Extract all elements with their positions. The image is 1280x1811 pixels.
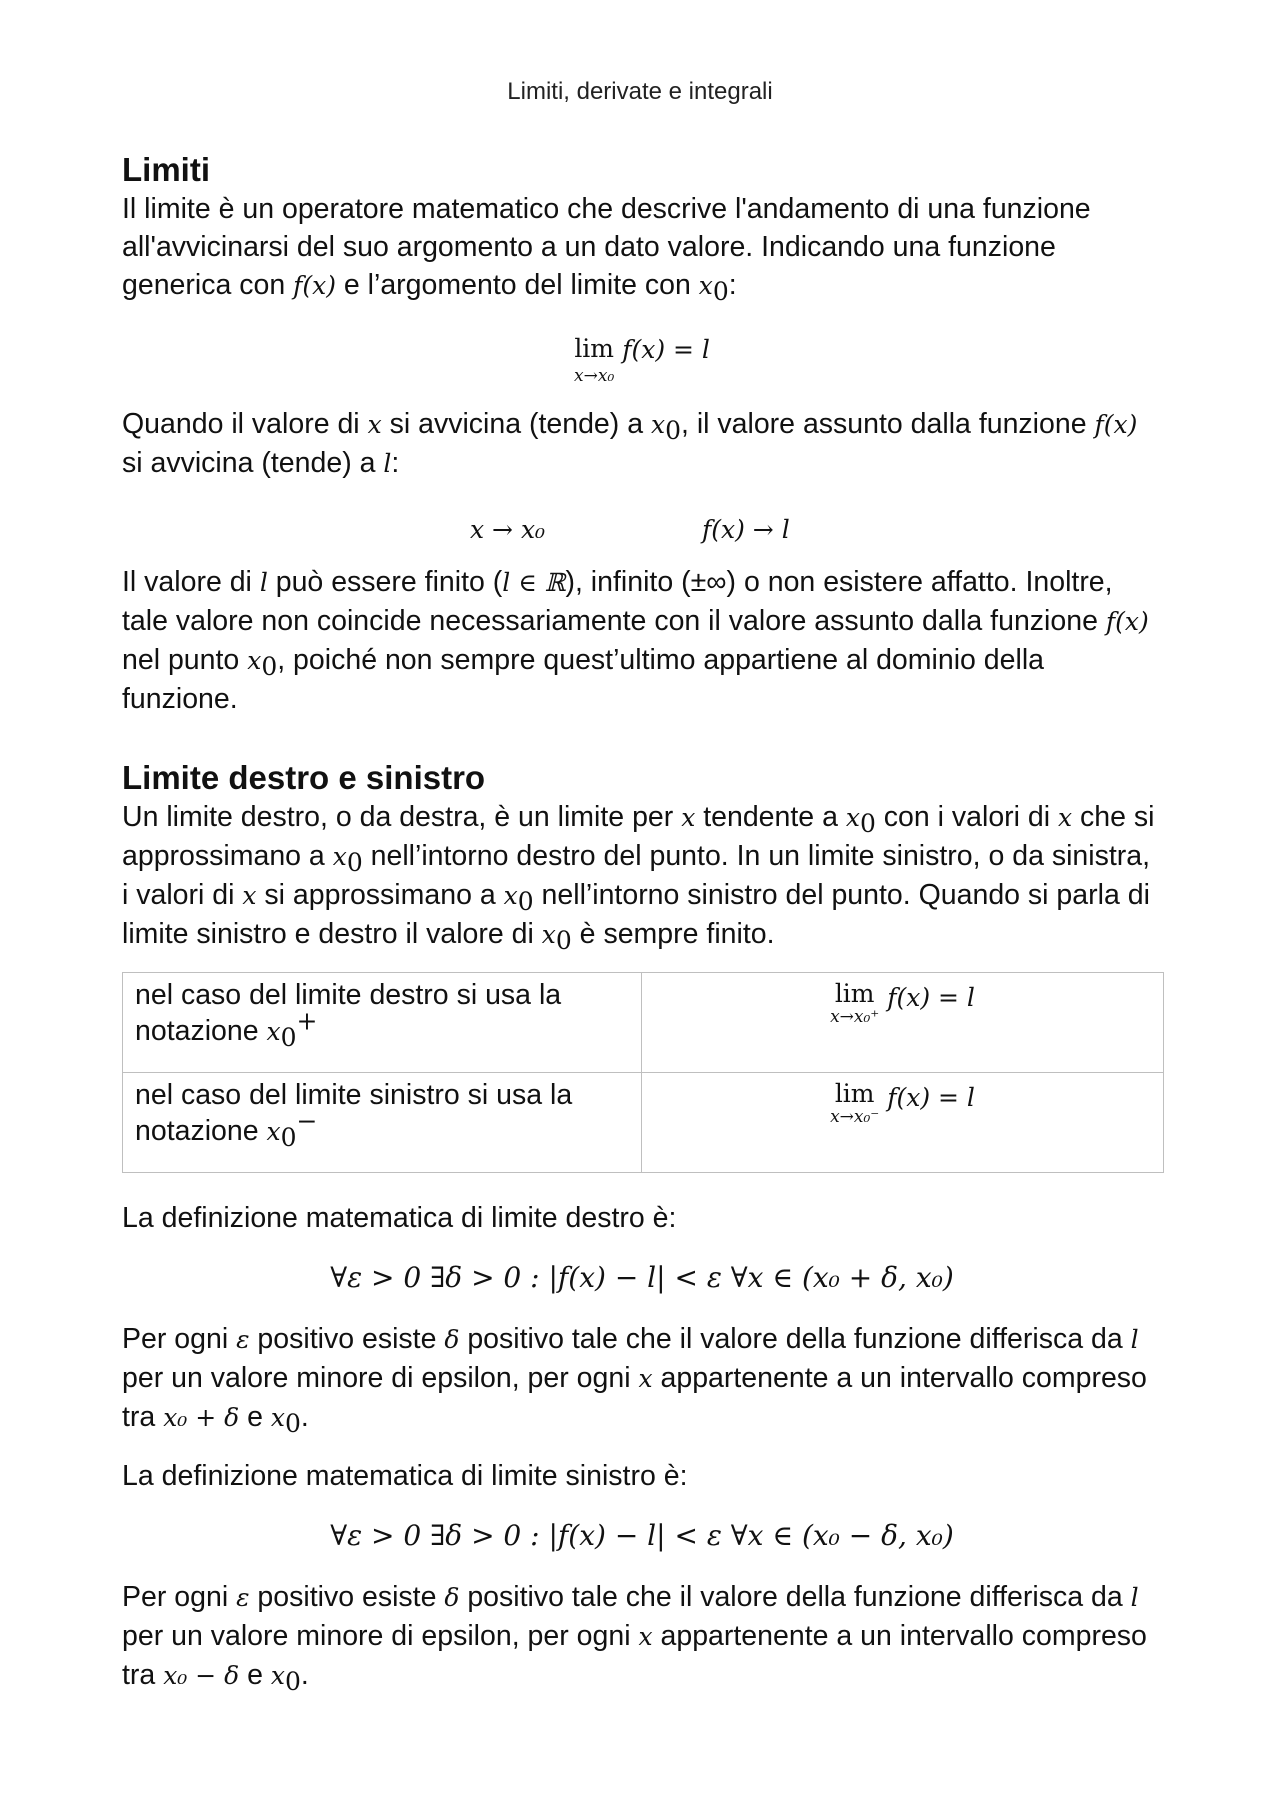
paragraph-intro: Il limite è un operatore matematico che descrive l'andamento di una funzione all'avvicinarsi del suo argomento a un dato valore. Indicando una funzione generica con f(x) e l’argomento del limite con $x_0$: — [122, 193, 1091, 306]
def-left-explanation: Per ogni ε positivo esiste δ positivo tale che il valore della funzione differisca da l per un valore minore di epsilon, per ogni x appartenente a un intervallo compreso tra x₀ − δ e $x_0$. — [122, 1581, 1147, 1696]
notation-table — [122, 972, 1164, 1173]
section-heading-destro-sinistro: Limite destro e sinistro — [122, 759, 486, 796]
table-cell-left-limit: lim x→x₀⁻ f(x) = l — [642, 1073, 1164, 1173]
def-right-equation: ∀ε > 0 ∃δ > 0 : |f(x) − l| < ε ∀x ∈ (x₀ + δ, x₀) — [330, 1261, 954, 1294]
table-cell-left-notation: nel caso del limite sinistro si usa la notazione $x_0^-$ — [123, 1073, 642, 1173]
paragraph-limit-value: Il valore di l può essere finito (l ∈ ℝ), infinito (±∞) o non esistere affatto. Inoltre, tale valore non coincide necessariamente con il valore assunto dalla funzione f(x) nel punto $x_0$, poiché non sempre quest’ultimo appartiene al dominio della funzione. — [122, 566, 1149, 715]
x-tends-x0: x → x₀ — [470, 515, 546, 544]
table-row — [123, 1073, 1164, 1173]
table-row — [123, 973, 1164, 1073]
document-body — [122, 150, 1162, 1695]
def-left-equation: ∀ε > 0 ∃δ > 0 : |f(x) − l| < ε ∀x ∈ (x₀ − δ, x₀) — [330, 1519, 954, 1552]
def-right-explanation: Per ogni ε positivo esiste δ positivo tale che il valore della funzione differisca da l per un valore minore di epsilon, per ogni x appartenente a un intervallo compreso tra x₀ + δ e $x_0$. — [122, 1323, 1147, 1438]
section-heading-limiti: Limiti — [122, 151, 210, 188]
paragraph-tends: Quando il valore di x si avvicina (tende) a $x_0$, il valore assunto dalla funzione f(x) si avvicina (tende) a l: — [122, 408, 1138, 479]
def-left-intro: La definizione matematica di limite sinistro è: — [122, 1460, 688, 1492]
table-cell-right-limit: lim x→x₀⁺ f(x) = l — [642, 973, 1164, 1073]
limit-equation: lim x→x₀ f(x) = l — [574, 334, 710, 386]
table-cell-right-notation: nel caso del limite destro si usa la notazione $x_0^+$ — [123, 973, 642, 1073]
paragraph-destro-sinistro: Un limite destro, o da destra, è un limite per x tendente a $x_0$ con i valori di x che si approssimano a $x_0$ nell’intorno destro del punto. In un limite sinistro, o da sinistra, i valori di x si approssimano a $x_0$ nell’intorno sinistro del punto. Quando si parla di limite sinistro e destro il valore di $x_0$ è sempre finito. — [122, 801, 1155, 955]
fx-tends-l: f(x) → l — [702, 515, 790, 544]
page-header: Limiti, derivate e integrali — [507, 78, 773, 105]
def-right-intro: La definizione matematica di limite destro è: — [122, 1202, 677, 1234]
tends-equations — [122, 511, 1162, 563]
